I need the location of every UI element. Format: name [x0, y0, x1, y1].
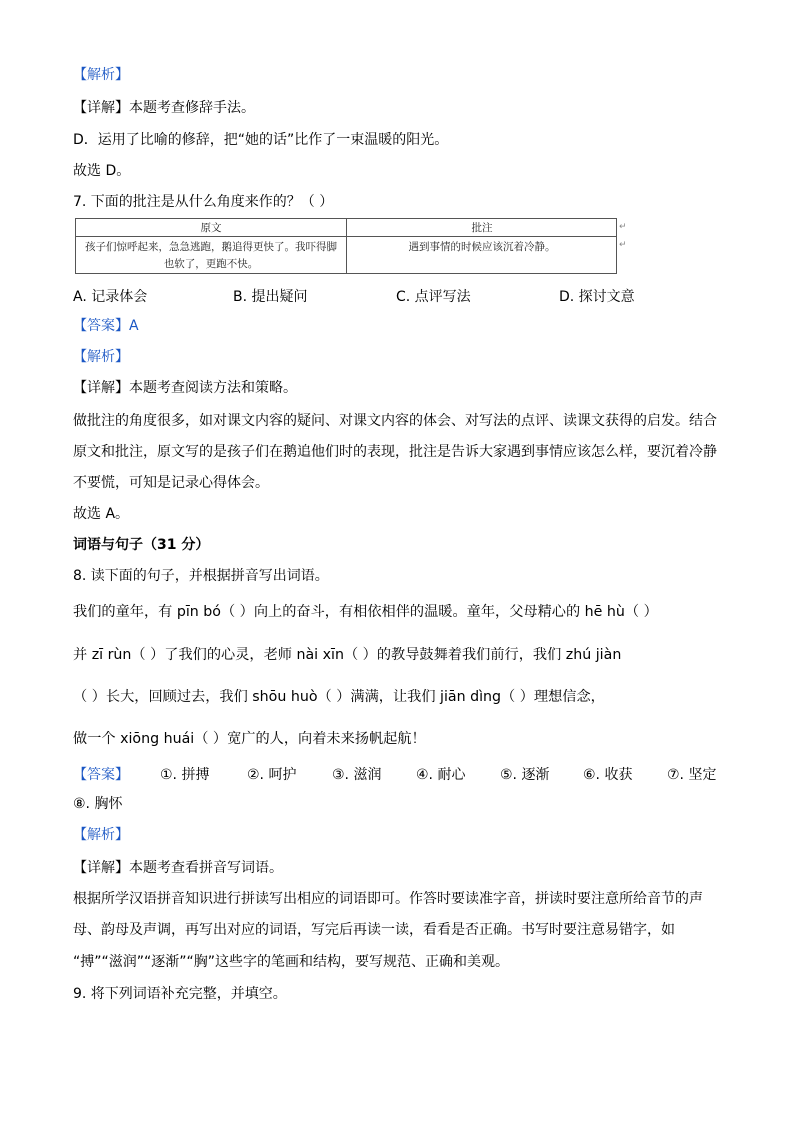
explanation-text: 根据所学汉语拼音知识进行拼读写出相应的词语即可。作答时要读准字音，拼读时要注意所给音节的声 [73, 891, 703, 907]
annotation-table [75, 218, 617, 274]
section-heading: 词语与句子（31 分） [73, 537, 210, 553]
explanation-text: 做批注的角度很多，如对课文内容的疑问、对课文内容的体会、对写法的点评、读课文获得的启发。结合 [73, 413, 717, 429]
answer-7: 【答案】A [73, 318, 139, 334]
explanation-text: 母、韵母及声调，再写出对应的词语，写完后再读一读，看看是否正确。书写时要注意易错字，如 [73, 922, 675, 938]
explanation-text: 不要慌，可知是记录心得体会。 [73, 475, 269, 491]
analysis-heading: 【解析】 [73, 349, 129, 365]
detail-text: 【详解】本题考查阅读方法和策略。 [73, 380, 297, 396]
answer-item: ⑧. 胸怀 [73, 796, 123, 812]
answer-item: ②. 呵护 [247, 767, 297, 783]
answer-item: ⑤. 逐渐 [500, 767, 550, 783]
detail-text: 【详解】本题考查修辞手法。 [73, 100, 255, 116]
explanation-text: 原文和批注，原文写的是孩子们在鹅追他们时的表现，批注是告诉大家遇到事情应该怎么样，要沉着冷静 [73, 444, 717, 460]
pinyin-passage-line: 做一个 xiōng huái（ ）宽广的人，向着未来扬帆起航！ [73, 731, 426, 747]
pinyin-passage-line: （ ）长大，回顾过去，我们 shōu huò（ ）满满，让我们 jiān dìng（ ）理想信念， [73, 689, 605, 705]
answer-item: ⑥. 收获 [583, 767, 633, 783]
answer-8-row [73, 764, 733, 784]
question-9: 9. 将下列词语补充完整，并填空。 [73, 986, 287, 1002]
answer-label: 【答案】 [73, 767, 129, 783]
answer-item: ①. 拼搏 [160, 767, 210, 783]
option-b: B. 提出疑问 [233, 289, 308, 305]
question-7: 7. 下面的批注是从什么角度来作的？（ ） [73, 194, 334, 210]
answer-item: ⑦. 坚定 [667, 767, 717, 783]
answer-item: ④. 耐心 [416, 767, 466, 783]
pinyin-passage-line: 我们的童年，有 pīn bó（ ）向上的奋斗，有相依相伴的温暖。童年，父母精心的 hē hù（ ） [73, 604, 658, 620]
return-mark-icon: ↵ [619, 222, 627, 232]
option-d: D. 探讨文意 [559, 289, 635, 305]
detail-text: 【详解】本题考查看拼音写词语。 [73, 860, 283, 876]
answer-item: ③. 滋润 [332, 767, 382, 783]
analysis-heading: 【解析】 [73, 827, 129, 843]
choose-text: 故选 A。 [73, 506, 130, 522]
analysis-heading: 【解析】 [73, 67, 129, 83]
table-header-original: 原文 [200, 222, 222, 234]
option-a: A. 记录体会 [73, 289, 148, 305]
question-8: 8. 读下面的句子，并根据拼音写出词语。 [73, 568, 329, 584]
option-c: C. 点评写法 [396, 289, 471, 305]
choose-text: 故选 D。 [73, 163, 131, 179]
pinyin-passage-line: 并 zī rùn（ ）了我们的心灵，老师 nài xīn（ ）的教导鼓舞着我们前行，我们 zhú jiàn [73, 647, 622, 663]
table-header-annotation: 批注 [471, 222, 493, 234]
explanation-text: “搏”“滋润”“逐渐”“胸”这些字的笔画和结构，要写规范、正确和美观。 [73, 954, 510, 970]
table-cell-annotation: 遇到事情的时候应该沉着冷静。 [408, 241, 556, 253]
table-cell-original: 孩子们惊呼起来，急急逃跑，鹅追得更快了。我吓得脚也软了，更跑不快。 [85, 241, 337, 270]
return-mark-icon: ↵ [619, 240, 627, 250]
detail-text: D．运用了比喻的修辞，把“她的话”比作了一束温暖的阳光。 [73, 132, 449, 148]
